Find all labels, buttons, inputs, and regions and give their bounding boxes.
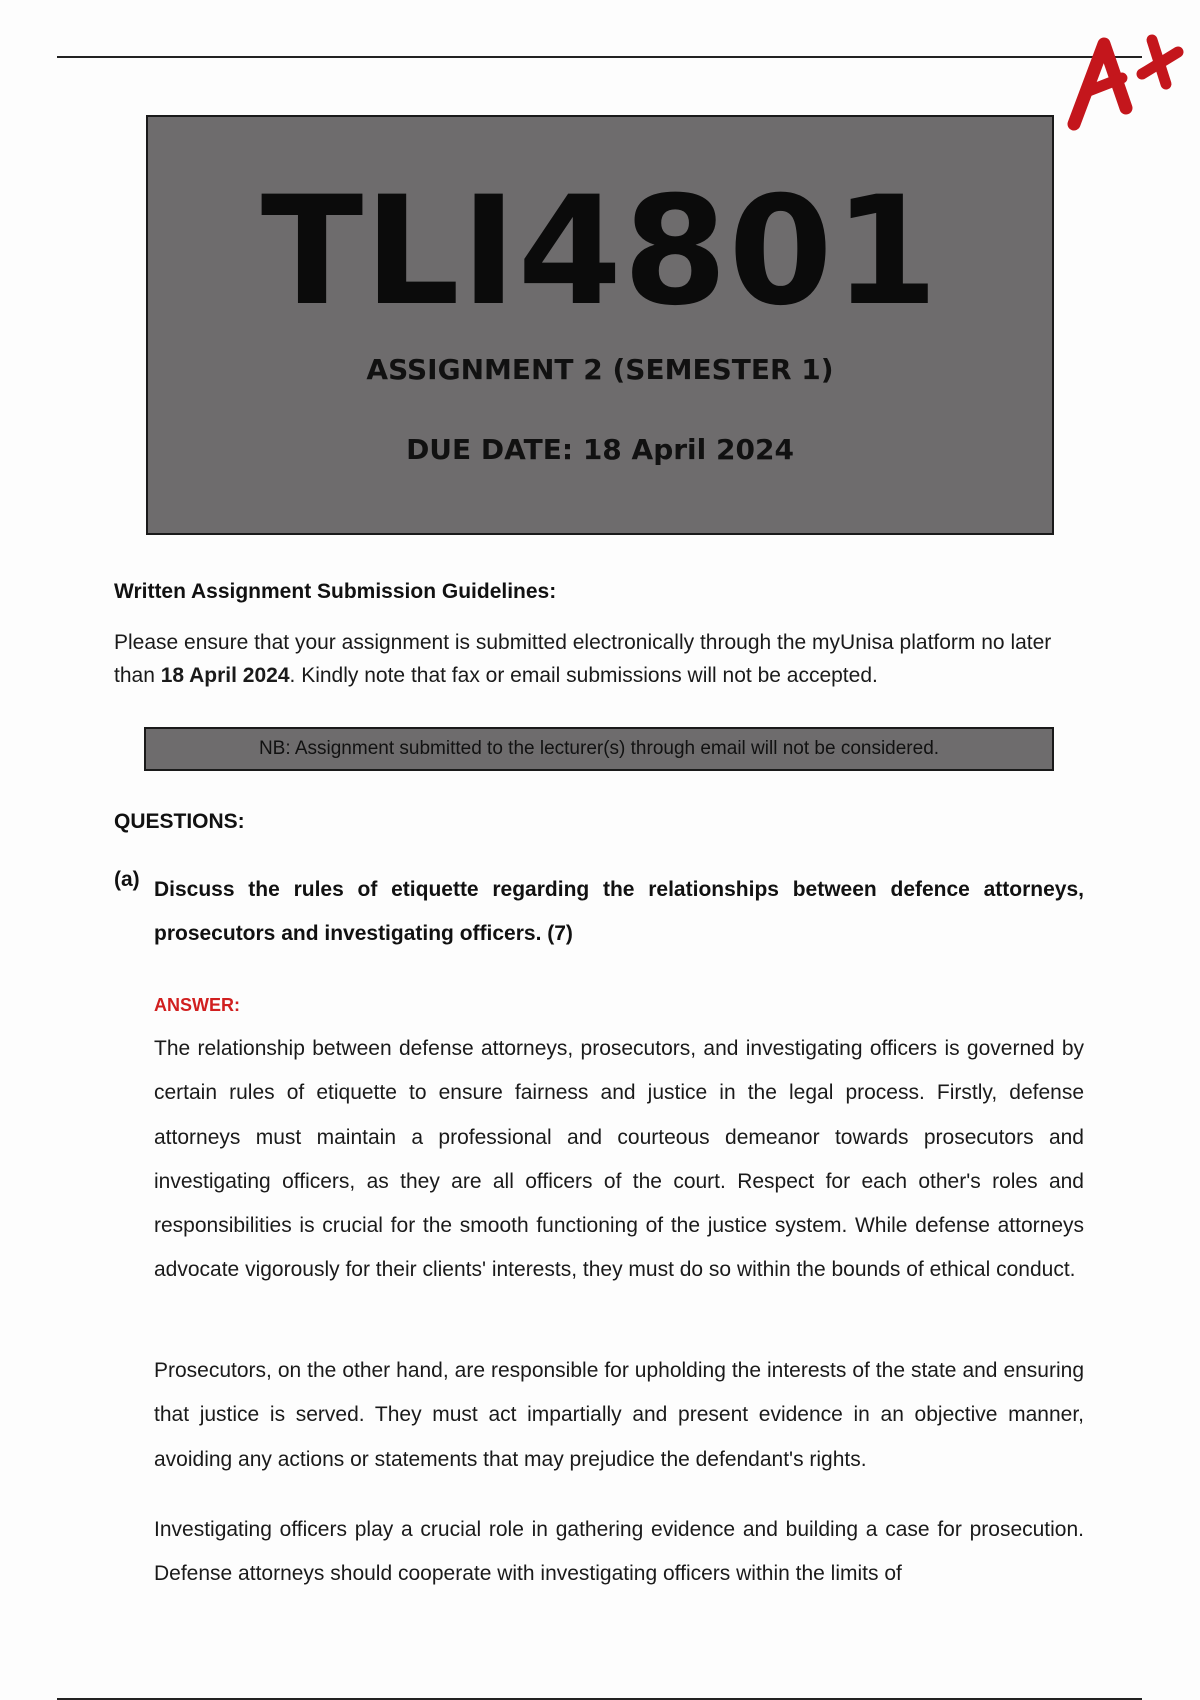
guidelines-due-date: 18 April 2024 bbox=[160, 664, 290, 687]
answer-paragraph: The relationship between defense attorneys, prosecutors, and investigating officers is governed by certain rules of etiquette to ensure fairness and justice in the legal process. Firstly, defense attorneys must maintain a professional and courteous demeanor towards prosecutors and investigating officers, as they are all officers of the court. Respect for each other's roles and responsibilities is crucial for the smooth functioning of the justice system. While defense attorneys advocate vigorously for their clients' interests, they must do so within the bounds of ethical conduct. bbox=[154, 1037, 1084, 1282]
cover-box bbox=[146, 115, 1054, 535]
guidelines-text bbox=[114, 626, 1084, 692]
questions-heading: QUESTIONS: bbox=[114, 810, 245, 833]
top-divider bbox=[57, 56, 1142, 58]
answer-paragraph: Investigating officers play a crucial role in gathering evidence and building a case for prosecution. Defense attorneys should cooperate with investigating officers within the limits of bbox=[154, 1518, 1084, 1586]
answer-label: ANSWER: bbox=[154, 995, 240, 1015]
guidelines-text-end: . Kindly note that fax or email submissions will not be accepted. bbox=[289, 664, 878, 687]
answer-paragraph: Prosecutors, on the other hand, are responsible for upholding the interests of the state and ensuring that justice is served. They must act impartially and present evidence in an objective manner, avoiding any actions or statements that may prejudice the defendant's rights. bbox=[154, 1359, 1084, 1471]
question-marker: (a) bbox=[114, 868, 140, 891]
nb-notice: NB: Assignment submitted to the lecturer(s) through email will not be considered. bbox=[144, 727, 1054, 771]
grade-stamp bbox=[1060, 22, 1190, 132]
guidelines-text-start: Please ensure that your assignment is submitted electronically through the myUnisa platform no later than bbox=[114, 631, 1052, 687]
due-date: DUE DATE: 18 April 2024 bbox=[406, 433, 794, 466]
assignment-title: ASSIGNMENT 2 (SEMESTER 1) bbox=[366, 353, 834, 386]
course-code: TLI4801 bbox=[260, 165, 940, 339]
question-text: Discuss the rules of etiquette regarding the relationships between defence attorneys, prosecutors and investigating officers. (7) bbox=[154, 878, 1084, 945]
guidelines-heading: Written Assignment Submission Guidelines: bbox=[114, 580, 557, 603]
